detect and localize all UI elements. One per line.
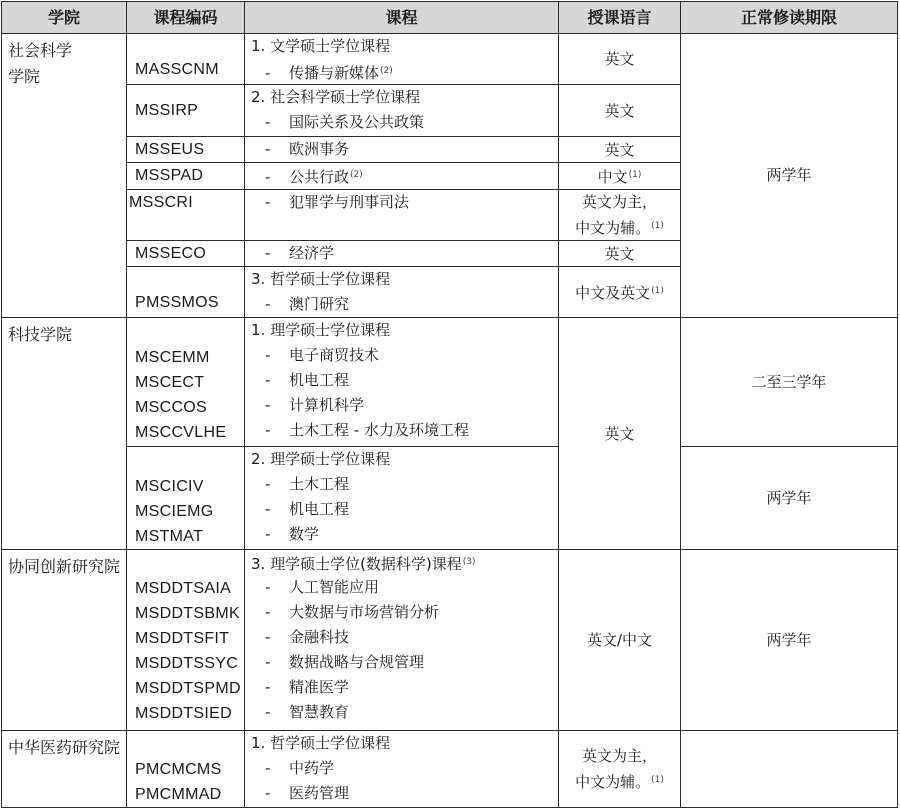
course-code-group xyxy=(127,731,245,808)
course-code: MSDDTSPMD xyxy=(135,680,241,697)
course-code: MSDDTSAIA xyxy=(135,580,232,597)
course-sub: - 机电工程 xyxy=(265,371,350,389)
language-ici: 英文/中文 xyxy=(559,550,681,731)
course-sub: - 公共行政$^{(2)}$ xyxy=(265,168,363,186)
course-sub: - 数据战略与合规管理 xyxy=(265,653,425,671)
course-code: MSCCOS xyxy=(135,399,208,416)
course-sub: - 机电工程 xyxy=(265,500,350,518)
course-sub: - 传播与新媒体$^{(2)}$ xyxy=(265,64,393,82)
course-heading: 3. 哲学硕士学位课程 xyxy=(251,270,391,288)
course-heading: 2. 社会科学硕士学位课程 xyxy=(251,88,421,106)
header-language: 授课语言 xyxy=(559,2,681,34)
school-fss: 社会科学学院 xyxy=(2,34,127,318)
course-code: MSSPAD xyxy=(127,163,245,190)
course-code: MSCCVLHE xyxy=(135,424,227,441)
school-icms: 中华医药研究院 xyxy=(2,731,127,808)
course-code: MSCEMM xyxy=(135,349,210,366)
course-cell xyxy=(245,34,559,85)
school-ici: 协同创新研究院 xyxy=(2,550,127,731)
course-sub: - 智慧教育 xyxy=(265,703,350,721)
course-language: 英文 xyxy=(559,85,681,137)
table-row xyxy=(2,731,898,808)
course-code: PMCMMAD xyxy=(135,786,222,803)
course-code: MSCECT xyxy=(135,374,205,391)
course-heading: 2. 理学硕士学位课程 xyxy=(251,450,391,468)
course-sub: - 数学 xyxy=(265,525,320,543)
course-sub: - 欧洲事务 xyxy=(265,140,350,158)
table-row xyxy=(2,34,898,85)
course-sub: - 金融科技 xyxy=(265,628,350,646)
course-code: MASSCNM xyxy=(127,34,245,85)
header-course: 课程 xyxy=(245,2,559,34)
course-sub: - 澳门研究 xyxy=(265,295,350,313)
table-row xyxy=(2,550,898,731)
course-code: PMCMCMS xyxy=(135,761,222,778)
course-sub: - 计算机科学 xyxy=(265,396,365,414)
course-heading: 1. 理学硕士学位课程 xyxy=(251,321,391,339)
course-code: MSSIRP xyxy=(127,85,245,137)
course-code: MSDDTSFIT xyxy=(135,630,230,647)
table-row xyxy=(2,447,898,550)
duration-fst-1: 二至三学年 xyxy=(681,318,898,447)
header-school: 学院 xyxy=(2,2,127,34)
duration-fst-2: 两学年 xyxy=(681,447,898,550)
course-sub: - 中药学 xyxy=(265,759,335,777)
table-row xyxy=(2,318,898,447)
course-sub: - 土木工程 xyxy=(265,475,350,493)
course-code: MSDDTSIED xyxy=(135,705,232,722)
course-code: MSCIEMG xyxy=(135,503,214,520)
course-cell xyxy=(245,241,559,267)
course-cell xyxy=(245,163,559,190)
course-code-group xyxy=(127,447,245,550)
course-code: MSSCRI xyxy=(127,190,245,241)
course-language: 英文 xyxy=(559,137,681,163)
course-language: 中文及英文$^{(1)}$ xyxy=(559,267,681,318)
course-sub: - 国际关系及公共政策 xyxy=(265,113,425,131)
language-fst: 英文 xyxy=(559,318,681,550)
course-cell xyxy=(245,550,559,731)
course-sub: - 土木工程 - 水力及环境工程 xyxy=(265,421,469,439)
course-cell xyxy=(245,137,559,163)
course-sub: - 精准医学 xyxy=(265,678,350,696)
course-cell xyxy=(245,267,559,318)
school-fst: 科技学院 xyxy=(2,318,127,550)
course-code-group xyxy=(127,550,245,731)
course-code: PMSSMOS xyxy=(127,267,245,318)
course-sub: - 电子商贸技术 xyxy=(265,346,380,364)
course-code: MSDDTSBMK xyxy=(135,605,240,622)
duration-icms xyxy=(681,731,898,808)
course-sub: - 大数据与市场营销分析 xyxy=(265,603,440,621)
course-cell xyxy=(245,85,559,137)
duration-ici: 两学年 xyxy=(681,550,898,731)
course-code: MSDDTSSYC xyxy=(135,655,239,672)
course-cell xyxy=(245,190,559,241)
course-cell xyxy=(245,447,559,550)
course-heading: 1. 文学硕士学位课程 xyxy=(251,37,391,55)
course-sub: - 医药管理 xyxy=(265,784,350,802)
course-code: MSSEUS xyxy=(127,137,245,163)
course-sub: - 人工智能应用 xyxy=(265,578,380,596)
course-code: MSCICIV xyxy=(135,478,204,495)
course-sub: - 犯罪学与刑事司法 xyxy=(265,193,410,211)
course-code: MSTMAT xyxy=(135,528,204,545)
course-heading: 1. 哲学硕士学位课程 xyxy=(251,734,391,752)
course-language: 英文 xyxy=(559,34,681,85)
course-heading: 3. 理学硕士学位(数据科学)课程$^{(3)}$ xyxy=(251,555,476,573)
course-language: 英文为主， 中文为辅。$^{(1)}$ xyxy=(559,190,681,241)
course-code-group xyxy=(127,318,245,447)
course-code: MSSECO xyxy=(127,241,245,267)
programme-table xyxy=(1,1,898,808)
course-sub: - 经济学 xyxy=(265,244,335,262)
course-cell xyxy=(245,318,559,447)
course-cell xyxy=(245,731,559,808)
course-language: 中文$^{(1)}$ xyxy=(559,163,681,190)
language-icms: 英文为主， 中文为辅。$^{(1)}$ xyxy=(559,731,681,808)
duration-fss: 两学年 xyxy=(681,34,898,318)
header-code: 课程编码 xyxy=(127,2,245,34)
header-row xyxy=(2,2,898,34)
course-language: 英文 xyxy=(559,241,681,267)
header-duration: 正常修读期限 xyxy=(681,2,898,34)
